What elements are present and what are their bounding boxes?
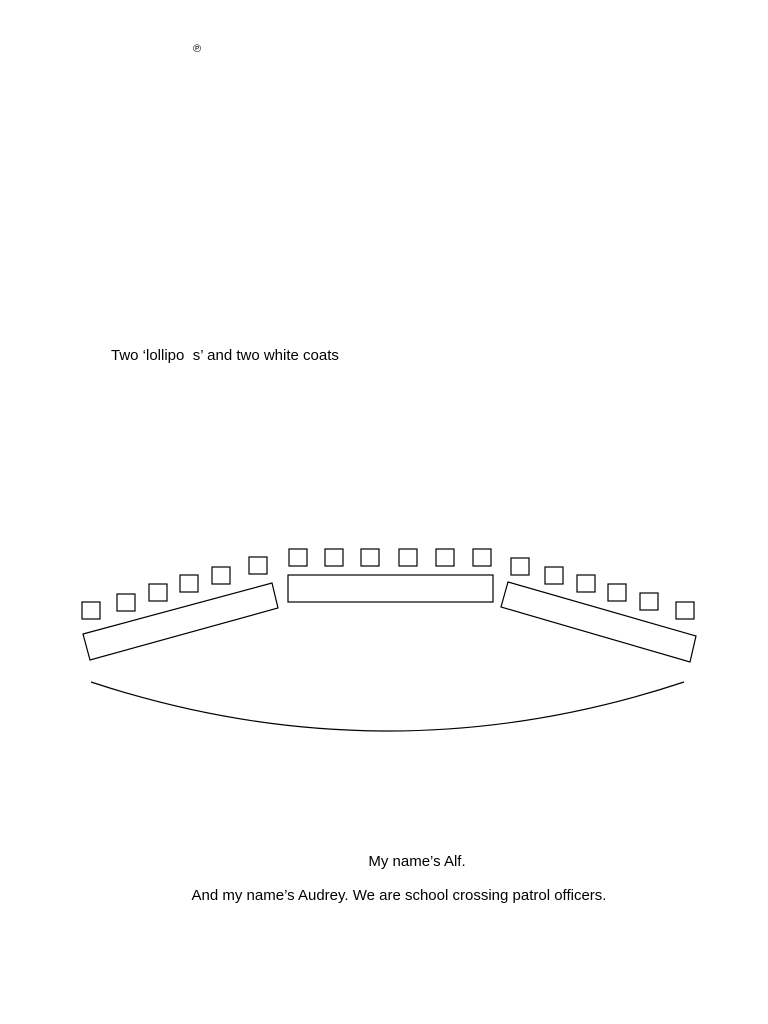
chair — [117, 594, 135, 611]
center-table — [288, 575, 493, 602]
chair — [212, 567, 230, 584]
chair — [676, 602, 694, 619]
chair — [180, 575, 198, 592]
page-heading: Two ‘lollipo s’ and two white coats — [111, 347, 339, 364]
chair — [149, 584, 167, 601]
chair — [608, 584, 626, 601]
audience-arc — [91, 682, 684, 731]
center-chair-row — [289, 549, 491, 566]
chair — [436, 549, 454, 566]
chair — [289, 549, 307, 566]
chair — [325, 549, 343, 566]
chair — [545, 567, 563, 584]
chair — [82, 602, 100, 619]
left-table — [83, 583, 278, 660]
phonogram-mark: ℗ — [193, 43, 202, 55]
tables — [83, 575, 696, 662]
chair — [473, 549, 491, 566]
chair — [249, 557, 267, 574]
chair — [361, 549, 379, 566]
chair — [511, 558, 529, 575]
right-table — [501, 582, 696, 662]
chair — [577, 575, 595, 592]
alf-line: My name’s Alf. — [368, 853, 466, 870]
audrey-line: And my name’s Audrey. We are school crossing patrol officers. — [191, 887, 607, 904]
chair — [399, 549, 417, 566]
chair — [640, 593, 658, 610]
